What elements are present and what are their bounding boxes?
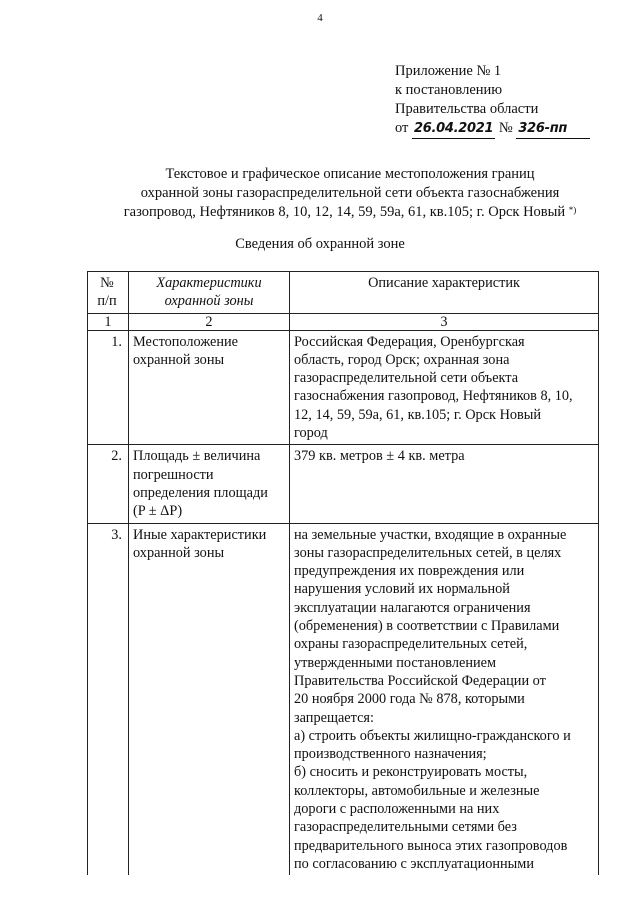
row-characteristic: [129, 523, 290, 875]
description-line: 20 ноября 2000 года № 878, которыми: [294, 691, 525, 708]
protection-zone-table: [87, 271, 599, 875]
header-characteristic-line-1: Характеристики: [156, 275, 262, 291]
description-line: Российская Федерация, Оренбургская: [294, 333, 525, 350]
title-line-1: Текстовое и графическое описание местоположения границ: [165, 166, 535, 182]
description-line: эксплуатации налагаются ограничения: [294, 599, 531, 616]
characteristic-line: охранной зоны: [133, 544, 225, 561]
description-line: газораспределительными сетями без: [294, 819, 517, 836]
section-subtitle: Сведения об охранной зоне: [235, 236, 405, 252]
description-line: область, город Орск; охранная зона: [294, 351, 510, 368]
column-number-2: 2: [129, 313, 290, 330]
description-line: производственного назначения;: [294, 746, 487, 763]
table-header-row: [88, 272, 599, 314]
description-line: охраны газораспределительных сетей,: [294, 636, 528, 653]
page-number: 4: [317, 12, 323, 24]
row-number: 1.: [88, 330, 129, 445]
row-characteristic: [129, 330, 290, 445]
footnote-mark: *): [568, 205, 577, 215]
table-row: [88, 445, 599, 523]
document-title: [60, 165, 640, 222]
appendix-to-resolution: к постановлению: [395, 82, 503, 98]
row-number: 3.: [88, 523, 129, 875]
characteristic-line: Иные характеристики: [133, 526, 267, 543]
title-line-3: [60, 203, 640, 222]
characteristic-line: погрешности: [133, 466, 214, 483]
characteristic-line: определения площади: [133, 484, 268, 501]
row-description: [290, 445, 599, 523]
description-line: (обременения) в соответствии с Правилами: [294, 618, 560, 635]
handwritten-date: 26.04.2021: [412, 119, 495, 139]
number-label: №: [498, 120, 513, 136]
column-number-1: 1: [88, 313, 129, 330]
description-line: Правительства Российской Федерации от: [294, 672, 546, 689]
column-number-row: [88, 313, 599, 330]
table-row: [88, 330, 599, 445]
header-number-line-1: №: [100, 275, 114, 291]
description-line: а) строить объекты жилищно-гражданского и: [294, 727, 571, 744]
header-characteristic-line-2: охранной зоны: [164, 293, 254, 310]
handwritten-number: 326-пп: [516, 119, 590, 139]
header-characteristic: [129, 272, 290, 314]
description-line: по согласованию с эксплуатационными: [294, 855, 534, 872]
from-label: от: [395, 120, 409, 136]
description-line: город: [294, 425, 328, 442]
description-line: б) сносить и реконструировать мосты,: [294, 764, 528, 781]
row-characteristic: [129, 445, 290, 523]
description-line: запрещается:: [294, 709, 374, 726]
title-line-2: охранной зоны газораспределительной сети объекта газоснабжения: [140, 185, 560, 201]
header-number-line-2: п/п: [97, 293, 117, 310]
column-number-3: 3: [290, 313, 599, 330]
description-line: предварительного выноса этих газопроводов: [294, 837, 568, 854]
description-line: нарушения условий их нормальной: [294, 581, 510, 598]
title-line-3-text: газопровод, Нефтяников 8, 10, 12, 14, 59, 59а, 61, кв.105; г. Орск Новый: [123, 204, 566, 220]
row-description: [290, 523, 599, 875]
characteristic-line: охранной зоны: [133, 351, 225, 368]
description-line: дороги с расположенными на них: [294, 801, 500, 818]
header-number: [88, 272, 129, 314]
appendix-government: Правительства области: [395, 101, 539, 117]
table-row: [88, 523, 599, 875]
appendix-title: Приложение № 1: [395, 63, 502, 79]
characteristic-line: Площадь ± величина: [133, 448, 261, 465]
header-description: Описание характеристик: [290, 272, 599, 314]
description-line: утвержденными постановлением: [294, 654, 497, 671]
row-description: [290, 330, 599, 445]
description-line: на земельные участки, входящие в охранные: [294, 526, 567, 543]
characteristic-line: (P ± ΔP): [133, 503, 183, 520]
description-line: 12, 14, 59, 59а, 61, кв.105; г. Орск Новый: [294, 406, 542, 423]
row-number: 2.: [88, 445, 129, 523]
description-line: коллекторы, автомобильные и железные: [294, 782, 540, 799]
appendix-date-line: [395, 119, 590, 139]
description-line: предупреждения их повреждения или: [294, 563, 525, 580]
characteristic-line: Местоположение: [133, 333, 238, 350]
description-line: газоснабжения газопровод, Нефтяников 8, 10,: [294, 388, 573, 405]
description-line: газораспределительной сети объекта: [294, 370, 519, 387]
description-line: 379 кв. метров ± 4 кв. метра: [294, 448, 465, 465]
appendix-block: [395, 62, 590, 139]
description-line: зоны газораспределительных сетей, в целях: [294, 544, 562, 561]
